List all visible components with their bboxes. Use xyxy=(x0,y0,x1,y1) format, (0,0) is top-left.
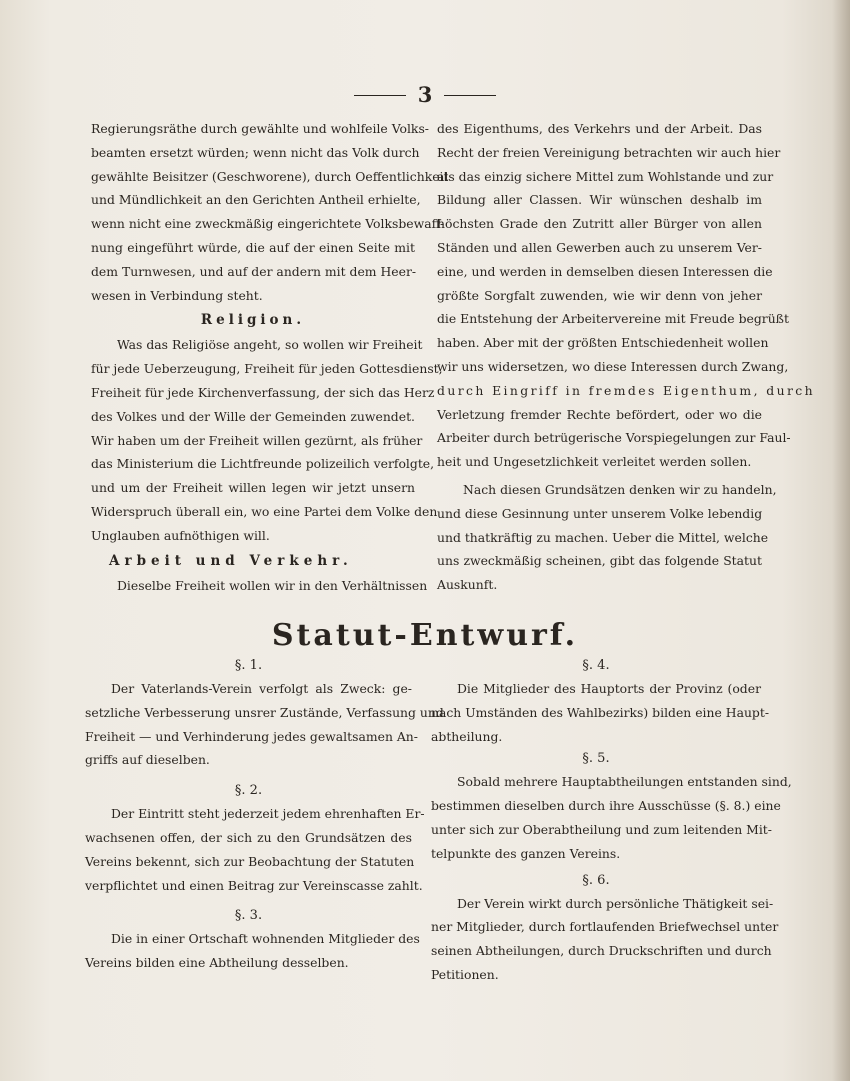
statut-title: Statut-Entwurf. xyxy=(271,618,579,653)
text-line: Auskunft. xyxy=(437,577,498,593)
text-line: dem Turnwesen, und auf der andern mit dem Heer- xyxy=(91,263,417,279)
left-intro-paragraph xyxy=(91,117,449,307)
text-line: wachsenen offen, der sich zu den Grundsätzen des xyxy=(85,829,412,845)
text-line: abtheilung. xyxy=(431,728,503,744)
text-line: die Entstehung der Arbeitervereine mit Freude begrüßt xyxy=(437,311,789,327)
text-line: höchsten Grade den Zutritt aller Bürger von allen xyxy=(437,216,762,232)
text-line: verpflichtet und einen Beitrag zur Vereinscasse zahlt. xyxy=(85,877,423,893)
section-1 xyxy=(85,655,444,772)
section-sign: §. 2. xyxy=(234,783,263,799)
statut-left-column xyxy=(85,655,444,975)
text-line: Vereins bekennt, sich zur Beobachtung der Statuten xyxy=(85,853,415,869)
page-header xyxy=(0,84,850,106)
header-rule-left xyxy=(354,95,406,96)
text-line: Dieselbe Freiheit wollen wir in den Verhältnissen xyxy=(117,577,428,593)
religion-paragraph xyxy=(91,333,443,547)
text-line: unter sich zur Oberabtheilung und zum leitenden Mit- xyxy=(431,821,772,837)
text-line: Widerspruch überall ein, wo eine Partei dem Volke den xyxy=(91,503,438,519)
text-line: Was das Religiöse angeht, so wollen wir Freiheit xyxy=(117,337,423,353)
section-5 xyxy=(431,748,792,865)
section-sign: §. 6. xyxy=(582,872,610,888)
text-line: Nach diesen Grundsätzen denken wir zu handeln, xyxy=(463,481,777,497)
section-3 xyxy=(85,905,420,975)
text-line: für jede Ueberzeugung, Freiheit für jeden Gottesdienst, xyxy=(91,361,443,377)
text-line: telpunkte des ganzen Vereins. xyxy=(431,845,621,861)
text-line: beamten ersetzt würden; wenn nicht das Volk durch xyxy=(91,144,420,160)
text-line: Freiheit — und Verhinderung jedes gewaltsamen An- xyxy=(85,728,418,744)
text-line: und thatkräftig zu machen. Ueber die Mittel, welche xyxy=(437,529,769,545)
text-line: haben. Aber mit der größten Entschiedenheit wollen xyxy=(437,335,769,351)
text-line: Petitionen. xyxy=(431,966,499,982)
text-line: und um der Freiheit willen legen wir jetzt unsern xyxy=(91,480,415,496)
text-line: des Eigenthums, des Verkehrs und der Arbeit. Das xyxy=(437,121,762,136)
text-line: größte Sorgfalt zuwenden, wie wir denn von jeher xyxy=(437,287,762,303)
text-line: Der Vaterlands-Verein verfolgt als Zweck: ge- xyxy=(111,681,412,696)
text-line: Ständen und allen Gewerben auch zu unserem Ver- xyxy=(437,239,762,255)
text-line: Sobald mehrere Hauptabtheilungen entstanden sind, xyxy=(457,774,792,790)
text-line: eine, und werden in demselben diesen Interessen die xyxy=(437,263,773,279)
text-line: setzliche Verbesserung unsrer Zustände, Verfassung und xyxy=(85,704,444,720)
religion-heading: Religion. xyxy=(200,312,306,329)
text-line: Die in einer Ortschaft wohnenden Mitglieder des xyxy=(111,931,420,947)
text-line: ner Mitglieder, durch fortlaufenden Briefwechsel unter xyxy=(431,919,779,935)
section-4 xyxy=(431,655,770,748)
right-paragraph-1 xyxy=(437,117,816,474)
section-sign: §. 3. xyxy=(234,908,263,924)
section-sign: §. 1. xyxy=(234,658,263,673)
text-line: gewählte Beisitzer (Geschworene), durch Oeffentlichkeit xyxy=(91,168,449,184)
text-line: Der Verein wirkt durch persönliche Thätigkeit sei- xyxy=(457,895,774,911)
text-line: und Mündlichkeit an den Gerichten Antheil erhielte, xyxy=(91,192,421,208)
section-2 xyxy=(85,780,425,897)
statut-right-column xyxy=(431,655,792,987)
text-line: heit und Ungesetzlichkeit verleitet werden sollen. xyxy=(437,454,752,470)
text-line: wesen in Verbindung steht. xyxy=(91,287,263,303)
text-line: durch Eingriff in fremdes Eigenthum, durch xyxy=(437,382,816,398)
text-line: Wir haben um der Freiheit willen gezürnt, als früher xyxy=(91,432,423,448)
text-line: Regierungsräthe durch gewählte und wohlfeile Volks- xyxy=(91,121,429,136)
section-sign: §. 5. xyxy=(582,751,610,767)
text-line: bestimmen dieselben durch ihre Ausschüsse (§. 8.) eine xyxy=(431,798,781,814)
text-line: seinen Abtheilungen, durch Druckschriften und durch xyxy=(431,943,772,959)
arbeit-heading: Arbeit und Verkehr. xyxy=(109,552,353,569)
right-paragraph-2 xyxy=(437,478,777,597)
text-line: Vereins bilden eine Abtheilung desselben. xyxy=(85,955,349,971)
text-line: des Volkes und der Wille der Gemeinden zuwendet. xyxy=(91,408,415,424)
section-6 xyxy=(431,870,779,987)
text-line: als das einzig sichere Mittel zum Wohlstande und zur xyxy=(437,168,774,184)
text-line: griffs auf dieselben. xyxy=(85,752,210,768)
page-edge-shadow xyxy=(832,0,850,1081)
text-line: Verletzung fremder Rechte befördert, oder wo die xyxy=(437,406,762,422)
text-line: das Ministerium die Lichtfreunde polizeilich verfolgte, xyxy=(91,456,435,472)
left-column xyxy=(91,117,449,597)
text-line: uns zweckmäßig scheinen, gibt das folgende Statut xyxy=(437,553,762,569)
text-line: Der Eintritt steht jederzeit jedem ehrenhaften Er- xyxy=(111,806,425,822)
section-sign: §. 4. xyxy=(582,658,610,673)
text-line: wenn nicht eine zweckmäßig eingerichtete Volksbewaff- xyxy=(91,216,445,232)
text-line: Unglauben aufnöthigen will. xyxy=(91,527,270,543)
text-line: Freiheit für jede Kirchenverfassung, der sich das Herz xyxy=(91,384,435,400)
text-line: Die Mitglieder des Hauptorts der Provinz (oder xyxy=(457,681,761,696)
text-line: wir uns widersetzen, wo diese Interessen durch Zwang, xyxy=(437,358,789,374)
text-line: Arbeiter durch betrügerische Vorspiegelungen zur Faul- xyxy=(437,430,791,446)
text-line: und diese Gesinnung unter unserem Volke lebendig xyxy=(437,505,763,521)
text-line: Recht der freien Vereinigung betrachten wir auch hier xyxy=(437,144,781,160)
right-column xyxy=(437,117,816,597)
text-line: nung eingeführt würde, die auf der einen Seite mit xyxy=(91,239,415,255)
header-rule-right xyxy=(444,95,496,96)
text-line: nach Umständen des Wahlbezirks) bilden eine Haupt- xyxy=(431,704,770,720)
text-line: Bildung aller Classen. Wir wünschen deshalb im xyxy=(437,192,762,208)
page-number: 3 xyxy=(417,82,433,107)
